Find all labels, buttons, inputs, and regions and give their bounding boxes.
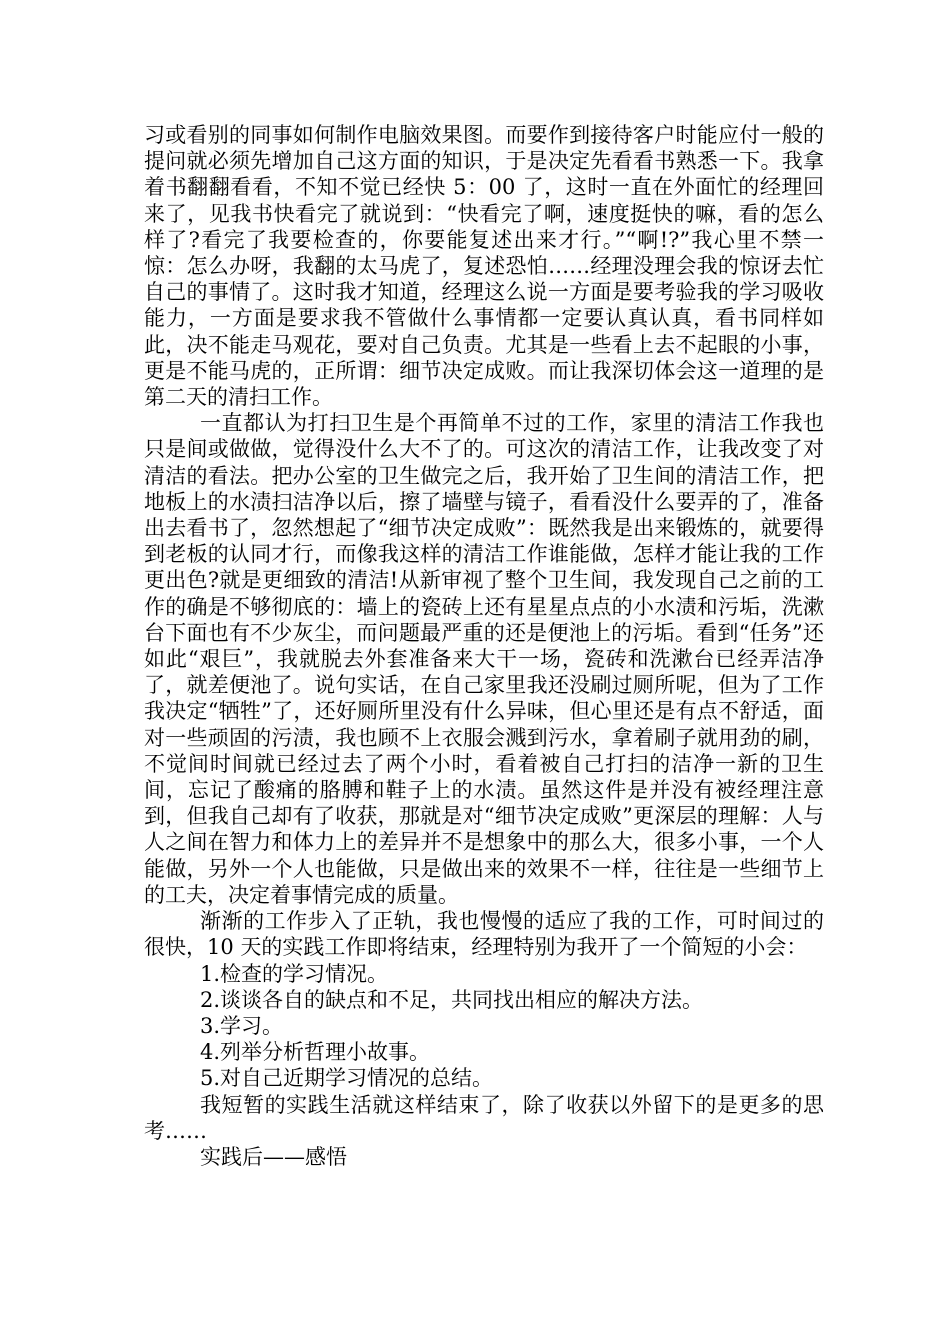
document-body [144,122,824,1170]
meeting-agenda-list [144,961,824,1092]
list-item: 2.谈谈各自的缺点和不足，共同找出相应的解决方法。 [200,987,704,1012]
list-item: 5.对自己近期学习情况的总结。 [200,1066,494,1091]
list-item: 1.检查的学习情况。 [200,961,389,986]
list-item: 3.学习。 [200,1013,284,1038]
paragraph-3: 渐渐的工作步入了正轨，我也慢慢的适应了我的工作，可时间过的很快，10 天的实践工作即将结束，经理特别为我开了一个简短的小会： [144,909,824,960]
list-item: 4.列举分析哲理小故事。 [200,1040,431,1065]
paragraph-1: 习或看别的同事如何制作电脑效果图。而要作到接待客户时能应付一般的提问就必须先增加自己这方面的知识，于是决定先看看书熟悉一下。我拿着书翻翻看看，不知不觉已经快 5：00 了，这时一直在外面忙的经理回来了，见我书快看完了就说到：“快看完了啊，速度挺快的嘛，看的怎么样了?看完了我要检查的，你要能复述出来才行。”“啊!?”我心里不禁一惊：怎么办呀，我翻的太马虎了，复述恐怕……经理没理会我的惊讶去忙自己的事情了。这时我才知道，经理这么说一方面是要考验我的学习吸收能力，一方面是要求我不管做什么事情都一定要认真认真，看书同样如此，决不能走马观花，要对自己负责。尤其是一些看上去不起眼的小事，更是不能马虎的，正所谓：细节决定成败。而让我深切体会这一道理的是第二天的清扫工作。 [144,123,824,410]
section-heading: 实践后——感悟 [200,1144,347,1169]
closing-paragraph: 我短暂的实践生活就这样结束了，除了收获以外留下的是更多的思考…… [144,1092,824,1143]
paragraph-2: 一直都认为打扫卫生是个再简单不过的工作，家里的清洁工作我也只是间或做做，觉得没什么大不了的。可这次的清洁工作，让我改变了对清洁的看法。把办公室的卫生做完之后，我开始了卫生间的清洁工作，把地板上的水渍扫洁净以后，擦了墙壁与镜子，看看没什么要弄的了，准备出去看书了，忽然想起了“细节决定成败”：既然我是出来锻炼的，就要得到老板的认同才行，而像我这样的清洁工作谁能做，怎样才能让我的工作更出色?就是更细致的清洁!从新审视了整个卫生间，我发现自己之前的工作的确是不够彻底的：墙上的瓷砖上还有星星点点的小水渍和污垢，洗漱台下面也有不少灰尘，而问题最严重的还是便池上的污垢。看到“任务”还如此“艰巨”，我就脱去外套准备来大干一场，瓷砖和洗漱台已经弄洁净了，就差便池了。说句实话，在自己家里我还没刷过厕所呢，但为了工作我决定“牺牲”了，还好厕所里没有什么异味，但心里还是有点不舒适，面对一些顽固的污渍，我也顾不上衣服会溅到污水，拿着刷子就用劲的刷，不觉间时间就已经过去了两个小时，看着被自己打扫的洁净一新的卫生间，忘记了酸痛的胳膊和鞋子上的水渍。虽然这件是并没有被经理注意到，但我自己却有了收获，那就是对“细节决定成败”更深层的理解：人与人之间在智力和体力上的差异并不是想象中的那么大，很多小事，一个人能做，另外一个人也能做，只是做出来的效果不一样，往往是一些细节上的工夫，决定着事情完成的质量。 [144,411,824,907]
